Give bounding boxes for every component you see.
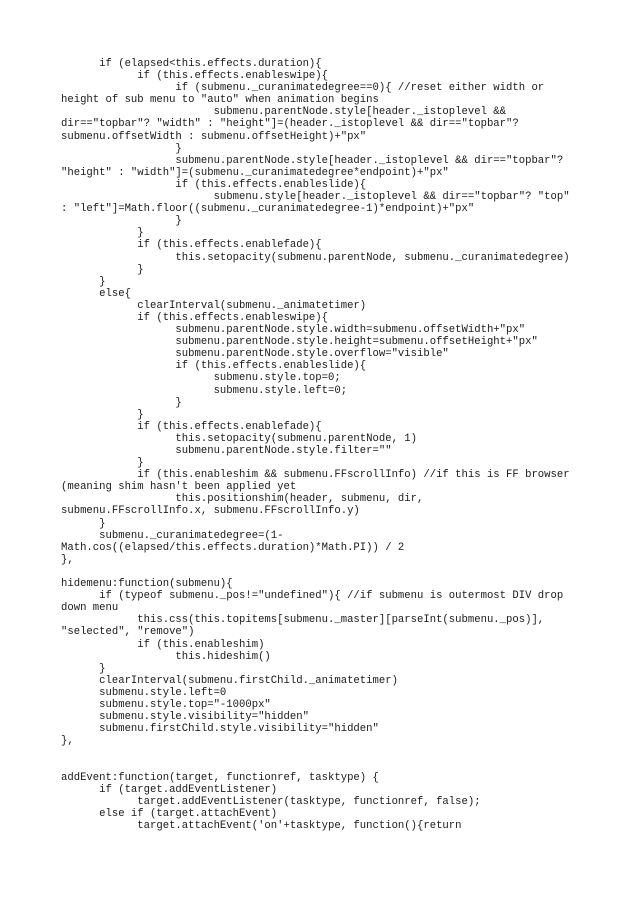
code-line: if (this.effects.enableswipe){ (61, 70, 329, 83)
code-line: submenu.parentNode.style.filter="" (61, 445, 392, 457)
code-line: if (this.effects.enableswipe){ (61, 311, 329, 324)
code-line: } (61, 215, 182, 228)
code-line: this.css(this.topitems[submenu._master][parseInt(submenu._pos)], (61, 614, 545, 627)
code-line: if (this.enableshim) (61, 638, 265, 651)
code-line: submenu.parentNode.style[header._istoplevel && dir=="topbar"? (61, 154, 564, 167)
code-line: addEvent:function(target, functionref, tasktype) { (61, 771, 379, 784)
code-line: if (this.enableshim && submenu.FFscrollInfo) //if this is FF browser (61, 469, 570, 482)
code-line: }, (61, 735, 74, 748)
code-line: } (61, 662, 106, 675)
code-line: this.hideshim() (61, 650, 271, 663)
code-line: submenu.style[header._istoplevel && dir=="topbar"? "top" (61, 191, 570, 204)
code-line: hidemenu:function(submenu){ (61, 578, 233, 591)
code-line: } (61, 142, 182, 155)
code-line: } (61, 227, 144, 240)
code-line: submenu.parentNode.style.height=submenu.offsetHeight+"px" (61, 336, 538, 349)
code-line: submenu.parentNode.style.width=submenu.offsetWidth+"px" (61, 324, 526, 337)
code-line: height of sub menu to "auto" when animation begins (61, 94, 379, 107)
code-line: : "left"]=Math.floor((submenu._curanimatedegree-1)*endpoint)+"px" (61, 203, 475, 216)
code-line: target.addEventListener(tasktype, functionref, false); (61, 795, 481, 808)
code-line: } (61, 263, 144, 276)
code-line: this.setopacity(submenu.parentNode, 1) (61, 432, 418, 445)
code-line: if (this.effects.enablefade){ (61, 239, 322, 252)
code-line: submenu.parentNode.style[header._istoplevel && (61, 106, 507, 119)
code-line: submenu.style.visibility="hidden" (61, 711, 309, 724)
code-line: submenu.firstChild.style.visibility="hidden" (61, 723, 379, 736)
code-line: "height" : "width"]=(submenu._curanimatedegree*endpoint)+"px" (61, 166, 449, 179)
code-line: if (submenu._curanimatedegree==0){ //reset either width or (61, 82, 545, 95)
code-line: Math.cos((elapsed/this.effects.duration)*Math.PI)) / 2 (61, 541, 405, 554)
code-line: submenu.style.top=0; (61, 372, 341, 385)
code-block (61, 58, 581, 832)
code-line: this.positionshim(header, submenu, dir, (61, 493, 424, 506)
code-line: down menu (61, 602, 119, 615)
code-line (61, 747, 581, 759)
code-line: this.setopacity(submenu.parentNode, submenu._curanimatedegree) (61, 251, 570, 264)
code-line: "selected", "remove") (61, 626, 195, 639)
code-line: else if (target.attachEvent) (61, 807, 278, 820)
code-line: submenu._curanimatedegree=(1- (61, 529, 284, 542)
code-line: if (this.effects.enableslide){ (61, 178, 367, 191)
code-line: clearInterval(submenu.firstChild._animatetimer) (61, 674, 398, 687)
code-line: if (elapsed<this.effects.duration){ (61, 58, 322, 70)
code-line: if (this.effects.enablefade){ (61, 420, 322, 433)
code-line: } (61, 275, 106, 288)
code-line: } (61, 517, 106, 530)
code-line: dir=="topbar"? "width" : "height"]=(header._istoplevel && dir=="topbar"? (61, 118, 519, 131)
code-line: submenu.offsetWidth : submenu.offsetHeight)+"px" (61, 130, 367, 143)
code-line: } (61, 408, 144, 421)
code-line: clearInterval(submenu._animatetimer) (61, 299, 367, 312)
code-line: else{ (61, 287, 131, 300)
code-line: submenu.style.left=0 (61, 686, 227, 699)
code-line: (meaning shim hasn't been applied yet (61, 481, 297, 494)
code-line: } (61, 457, 144, 470)
code-line (61, 759, 581, 771)
code-line: if (this.effects.enableslide){ (61, 360, 367, 373)
code-line: } (61, 396, 182, 409)
code-line: target.attachEvent('on'+tasktype, function(){return (61, 819, 462, 832)
code-line: submenu.FFscrollInfo.x, submenu.FFscrollInfo.y) (61, 505, 360, 518)
code-line: if (target.addEventListener) (61, 783, 278, 796)
code-line: submenu.parentNode.style.overflow="visible" (61, 348, 449, 361)
code-line: if (typeof submenu._pos!="undefined"){ //if submenu is outermost DIV drop (61, 590, 564, 603)
code-line: submenu.style.top="-1000px" (61, 698, 271, 711)
code-line: submenu.style.left=0; (61, 384, 348, 397)
code-line: }, (61, 553, 74, 566)
code-line (61, 566, 581, 578)
